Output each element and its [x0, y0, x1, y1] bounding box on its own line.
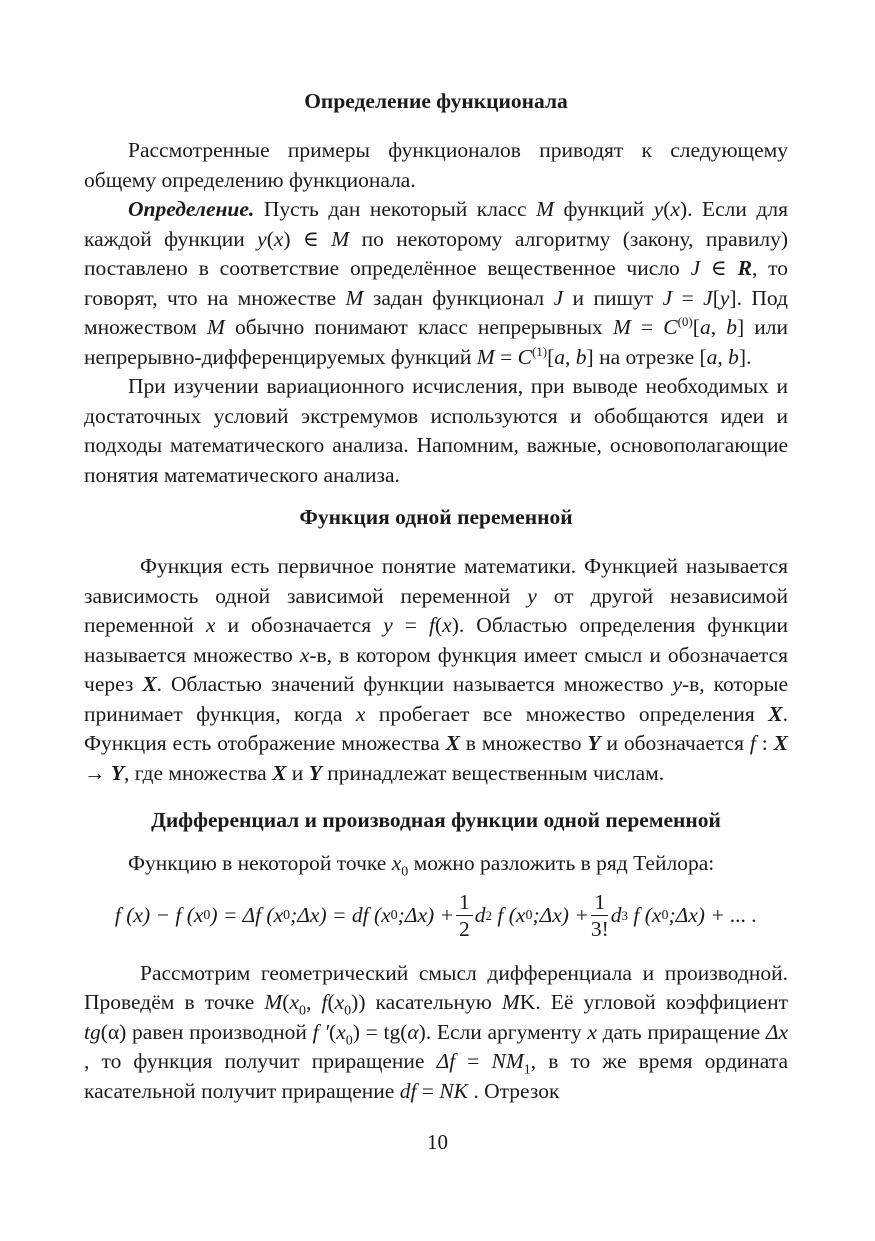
- text-run: -в, которые принимает функция, когда: [84, 672, 789, 726]
- paragraph-intro: Рассмотренные примеры функционалов приводят к следующему общему определению функционала.: [84, 138, 788, 192]
- math-var: y: [383, 613, 393, 637]
- formula-part: f (x: [633, 903, 662, 927]
- math-set: Y: [308, 760, 322, 785]
- text-run: и пишут: [563, 285, 663, 310]
- math-var: J: [662, 285, 673, 310]
- math-var: C: [663, 315, 678, 339]
- math-var: y: [672, 672, 682, 696]
- math-var: b: [575, 344, 587, 369]
- math-var: Δf: [436, 1049, 456, 1073]
- math-var: M: [536, 197, 555, 221]
- math-var: x: [442, 613, 452, 637]
- text-run: . Функция есть отображение множества: [84, 701, 789, 755]
- superscript: (0): [677, 313, 693, 329]
- math-var: f: [321, 990, 328, 1014]
- math-var: x: [391, 851, 402, 875]
- text-run: ) ∈: [283, 226, 332, 251]
- text-run: , то функция получит приращение: [84, 1049, 437, 1073]
- math-var: x: [289, 990, 299, 1014]
- math-var: x: [336, 1019, 346, 1044]
- paragraph-geometric-meaning: [84, 959, 788, 1107]
- text-run: можно разложить в ряд Тейлора:: [408, 851, 715, 875]
- text-run: [: [547, 344, 555, 369]
- math-set: Y: [110, 760, 125, 785]
- text-run: принадлежат вещественным числам.: [321, 760, 665, 785]
- math-set: X: [142, 672, 157, 696]
- text-run: ∈: [700, 256, 738, 280]
- math-var: Δx: [765, 1019, 789, 1044]
- text-run: ,: [306, 990, 322, 1014]
- text-run: по некоторому алгоритму (закону, правилу) поставлено в соответствие определённое вещественное число: [84, 226, 789, 280]
- math-set: X: [768, 701, 783, 726]
- subscript: 0: [401, 864, 409, 880]
- taylor-formula: f (x) − f (x 0 ) = Δf (x 0 ;Δx) = df (x 0 ;Δx) + $\frac{1}{2}$ d 2 f (x 0 ;Δx) + $\frac{1}{3!}$ d 3 f (x 0 ;Δx) + ... .: [114, 890, 758, 941]
- math-var: y: [257, 226, 267, 251]
- text-run: (: [266, 226, 274, 251]
- math-set: Y: [587, 731, 601, 755]
- text-run: )) касательную: [351, 990, 502, 1014]
- text-run: и: [286, 760, 309, 785]
- math-var: J: [553, 285, 564, 310]
- text-run: (: [329, 1019, 337, 1044]
- text-run: , где множества: [124, 760, 273, 785]
- math-var: f: [429, 613, 435, 637]
- math-var: f ′: [312, 1019, 330, 1044]
- fraction-numerator: 1: [456, 889, 473, 916]
- text-run: (: [663, 197, 671, 221]
- text-run: [: [712, 285, 720, 310]
- math-var: x: [587, 1019, 597, 1044]
- text-run: -в, в котором функция имеет смысл и обозначается через: [84, 642, 788, 696]
- page-number: 10: [427, 1130, 448, 1154]
- text-run: , в то же время ордината касательной получит приращение: [84, 1049, 788, 1103]
- math-var: J: [690, 256, 701, 280]
- math-var: x: [299, 642, 310, 667]
- definition-label: Определение.: [128, 197, 255, 221]
- text-run: ] на отрезке [: [586, 344, 707, 369]
- fraction-denominator: 3!: [590, 917, 609, 941]
- text-run: Пусть дан некоторый класс: [254, 197, 537, 221]
- math-var: y: [653, 197, 664, 221]
- text-run: (: [282, 990, 290, 1014]
- paragraph-definition: [84, 195, 788, 372]
- math-var: NK: [439, 1078, 468, 1103]
- text-run: ). Если аргументу: [418, 1019, 588, 1044]
- math-var: tg: [84, 1019, 101, 1044]
- text-run: Рассмотрим геометрический смысл дифференциала и производной. Проведём в точке: [84, 960, 788, 1014]
- math-var: α: [407, 1019, 419, 1044]
- formula-part: ) = Δf (x: [210, 903, 284, 927]
- text-run: [: [692, 315, 700, 339]
- fraction-half: [456, 889, 473, 942]
- paragraph-taylor: [84, 849, 788, 879]
- math-set: X: [773, 731, 788, 755]
- math-var: x: [355, 701, 366, 726]
- math-var: y: [527, 583, 537, 608]
- text-run: ]. Под множеством: [84, 285, 788, 339]
- text-run: (: [327, 990, 335, 1014]
- text-run: Функцию в некоторой точке: [128, 851, 392, 875]
- math-var: x: [273, 226, 284, 251]
- math-set: X: [272, 760, 287, 785]
- text-run: →: [84, 760, 111, 785]
- fraction-numerator: 1: [591, 889, 608, 916]
- subscript: 0: [299, 1003, 306, 1019]
- formula-part: f (x) − f (x: [114, 903, 204, 927]
- math-var: M: [264, 990, 283, 1014]
- heading-definition: Определение функционала: [304, 89, 568, 113]
- formula-part: ;Δx) +: [397, 903, 455, 927]
- text-run: ,: [710, 315, 727, 339]
- subscript: 0: [344, 1003, 352, 1019]
- text-run: K. Её угловой коэффициент: [519, 990, 788, 1014]
- fraction-third-factorial: [591, 889, 609, 942]
- text-run: Функция есть первичное понятие математики. Функцией называется зависимость одной зависимой переменной: [84, 554, 788, 608]
- text-run: ] или непрерывно-дифференцируемых функций: [84, 315, 788, 369]
- text-run: пробегает все множество определения: [365, 701, 769, 726]
- math-var: C: [517, 344, 532, 369]
- formula-part: ;Δx) = df (x: [290, 903, 391, 927]
- subscript: 0: [345, 1032, 353, 1048]
- formula-part: ;Δx) +: [532, 903, 589, 927]
- math-var: a: [554, 344, 566, 369]
- text-run: функций: [554, 197, 654, 221]
- text-run: ). Областью определения функции называется множество: [84, 613, 788, 667]
- text-run: ). Если для каждой функции: [84, 197, 788, 251]
- page-content: [84, 86, 788, 1106]
- math-var: df: [399, 1078, 417, 1103]
- text-run: и обозначается: [215, 613, 384, 637]
- text-run: =: [630, 315, 664, 339]
- math-var: x: [334, 990, 345, 1014]
- math-var: y: [719, 285, 730, 310]
- math-var: M: [345, 285, 364, 310]
- text-run: ,: [565, 344, 576, 369]
- math-var: a: [699, 315, 711, 339]
- heading-differential: Дифференциал и производная функции одной переменной: [151, 808, 721, 832]
- text-run: . Отрезок: [468, 1078, 560, 1103]
- text-run: и обозначается: [600, 731, 750, 755]
- paragraph-function: [84, 552, 788, 788]
- math-var: b: [726, 315, 737, 339]
- math-var: M: [501, 990, 520, 1014]
- math-set: R: [737, 256, 752, 280]
- text-run: ) = tg(: [352, 1019, 408, 1044]
- superscript: (1): [531, 343, 548, 359]
- text-run: , то говорят, что на множестве: [84, 256, 788, 310]
- subscript: 1: [523, 1062, 531, 1078]
- text-run: (α) равен производной: [100, 1019, 313, 1044]
- text-run: =: [392, 613, 429, 637]
- math-var: b: [728, 344, 739, 369]
- text-run: в множество: [459, 731, 588, 755]
- math-var: x: [670, 197, 680, 221]
- math-var: M: [207, 315, 225, 339]
- formula-part: d: [610, 903, 622, 927]
- text-run: (: [434, 613, 443, 637]
- text-run: ].: [738, 344, 752, 369]
- math-var: NM: [491, 1049, 524, 1073]
- math-var: a: [706, 344, 718, 369]
- text-run: обычно понимают класс непрерывных: [224, 315, 613, 339]
- math-var: M: [331, 226, 350, 251]
- math-var: x: [205, 613, 216, 637]
- text-run: ,: [717, 344, 729, 369]
- text-run: =: [494, 344, 518, 369]
- math-var: f: [749, 731, 756, 755]
- text-run: дать приращение: [596, 1019, 766, 1044]
- text-run: . Областью значений функции называется множество: [156, 672, 673, 696]
- text-run: =: [455, 1049, 492, 1073]
- heading-single-variable: Функция одной переменной: [299, 505, 573, 529]
- formula-part: f (x: [497, 903, 526, 927]
- text-run: =: [672, 285, 704, 310]
- text-run: задан функционал: [363, 285, 554, 310]
- formula-part: d: [474, 903, 486, 927]
- math-set: X: [445, 731, 460, 755]
- math-var: J: [703, 285, 713, 310]
- text-run: =: [416, 1078, 440, 1103]
- text-run: :: [755, 731, 774, 755]
- math-var: M: [476, 344, 495, 369]
- fraction-denominator: 2: [459, 917, 470, 941]
- text-run: от другой независимой переменной: [84, 583, 788, 637]
- math-var: M: [612, 315, 631, 339]
- formula-part: ;Δx) + ... .: [668, 903, 758, 927]
- paragraph-variational: При изучении вариационного исчисления, при выводе необходимых и достаточных условий экстремумов используются и обобщаются идеи и подходы математического анализа. Напомним, важные, основополагающие понятия математического анализа.: [84, 374, 788, 487]
